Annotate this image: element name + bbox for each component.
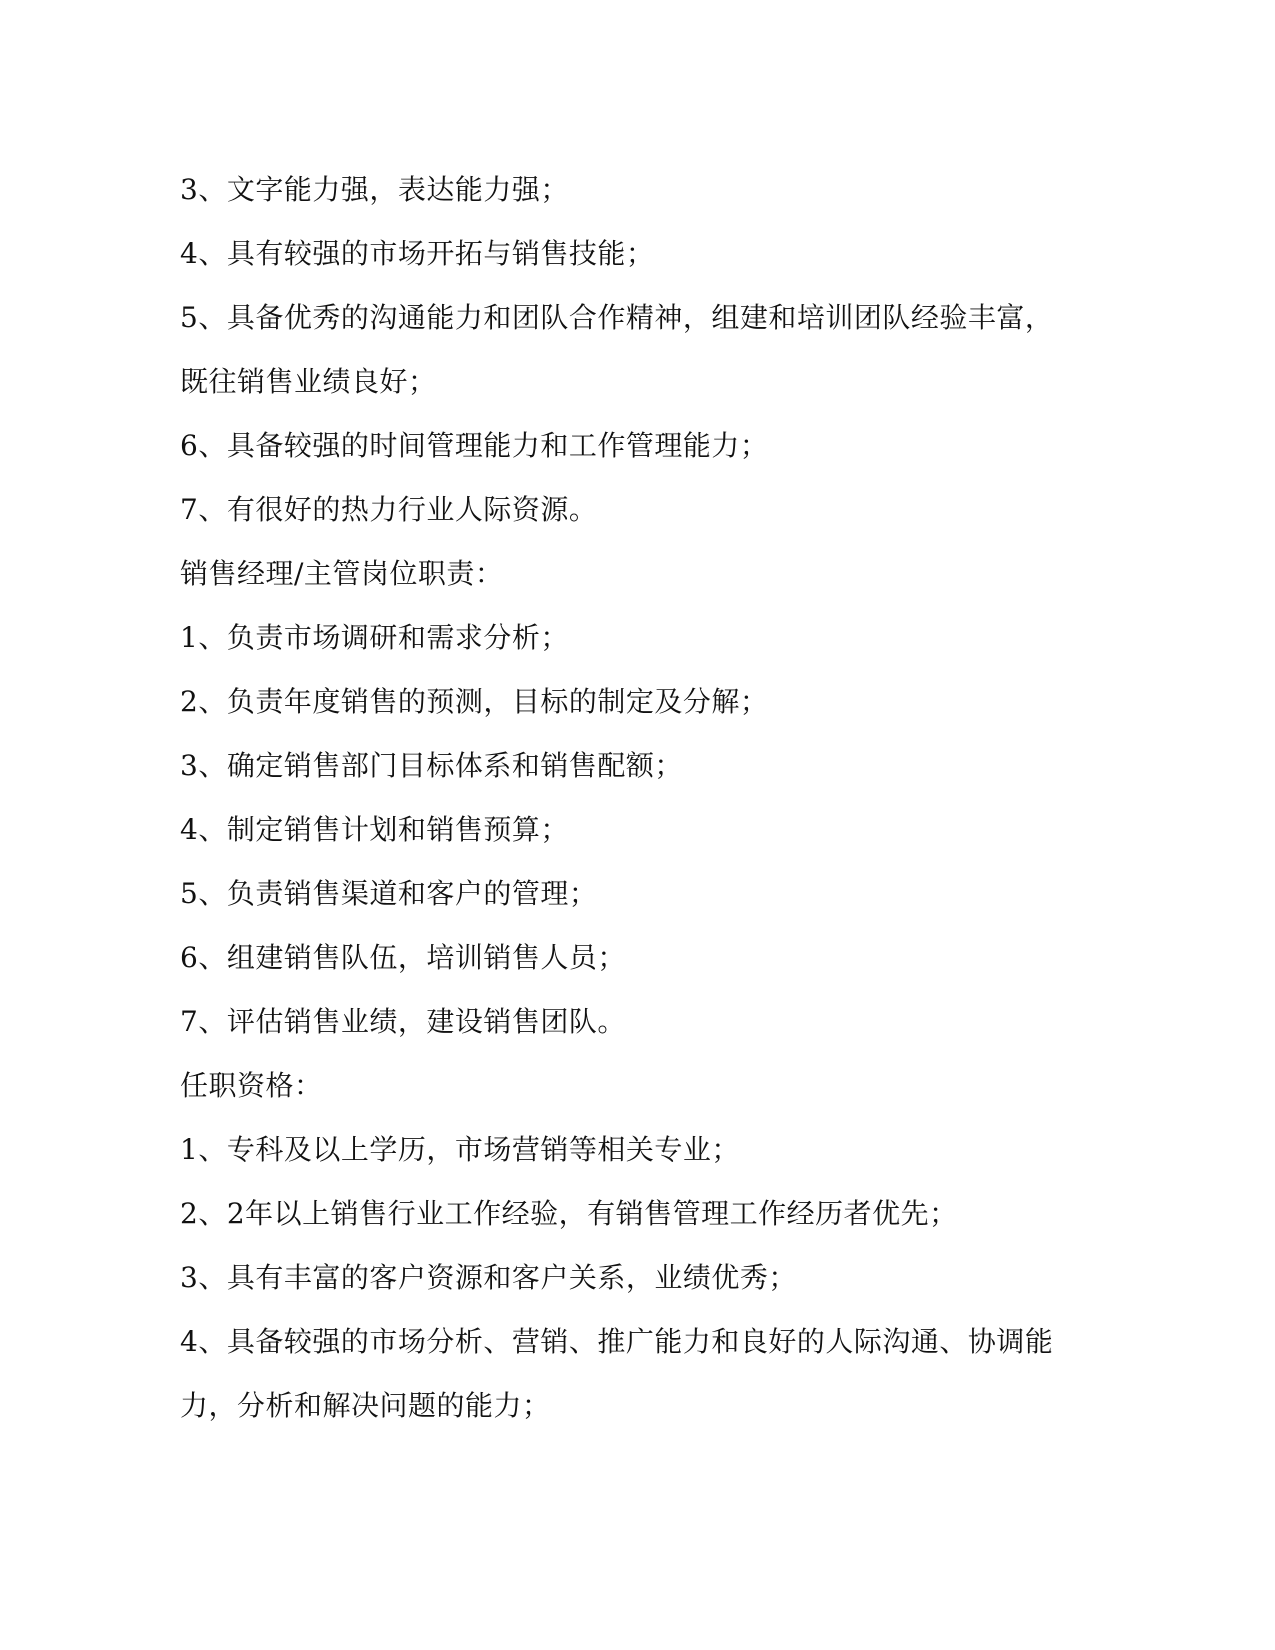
text-line: 既往销售业绩良好； xyxy=(180,365,437,398)
text-line: 3、确定销售部门目标体系和销售配额； xyxy=(180,749,683,782)
text-line: 6、组建销售队伍，培训销售人员； xyxy=(180,941,626,974)
text-line: 4、具备较强的市场分析、营销、推广能力和良好的人际沟通、协调能 xyxy=(180,1325,1054,1358)
document-body xyxy=(180,158,1080,1438)
text-line: 5、负责销售渠道和客户的管理； xyxy=(180,877,598,910)
section-heading: 任职资格： xyxy=(180,1069,323,1102)
text-line: 7、评估销售业绩，建设销售团队。 xyxy=(180,1005,626,1038)
text-line: 3、文字能力强，表达能力强； xyxy=(180,173,569,206)
text-line: 4、具有较强的市场开拓与销售技能； xyxy=(180,237,655,270)
text-line: 2、负责年度销售的预测，目标的制定及分解； xyxy=(180,685,769,718)
text-line: 5、具备优秀的沟通能力和团队合作精神，组建和培训团队经验丰富， xyxy=(180,301,1054,334)
text-line: 3、具有丰富的客户资源和客户关系，业绩优秀； xyxy=(180,1261,797,1294)
text-line: 2、2年以上销售行业工作经验，有销售管理工作经历者优先； xyxy=(180,1197,958,1230)
text-line: 4、制定销售计划和销售预算； xyxy=(180,813,569,846)
text-line: 6、具备较强的时间管理能力和工作管理能力； xyxy=(180,429,769,462)
text-line: 7、有很好的热力行业人际资源。 xyxy=(180,493,598,526)
text-line: 1、专科及以上学历，市场营销等相关专业； xyxy=(180,1133,740,1166)
text-line: 力，分析和解决问题的能力； xyxy=(180,1389,551,1422)
text-line: 1、负责市场调研和需求分析； xyxy=(180,621,569,654)
section-heading: 销售经理/主管岗位职责： xyxy=(180,557,504,590)
